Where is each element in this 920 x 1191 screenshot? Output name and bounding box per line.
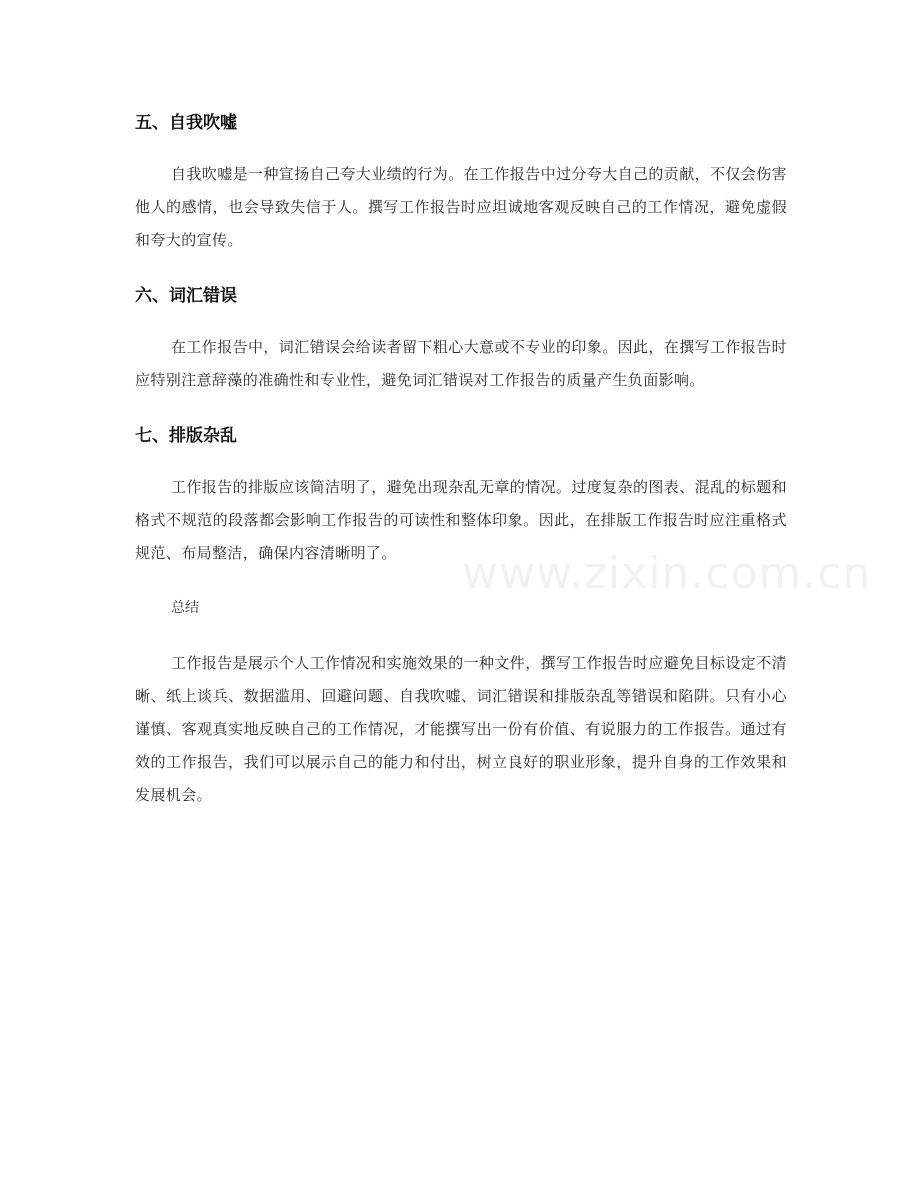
document-content (135, 106, 787, 834)
section-paragraph: 自我吹嘘是一种宣扬自己夸大业绩的行为。在工作报告中过分夸大自己的贡献，不仅会伤害他人的感情，也会导致失信于人。撰写工作报告时应坦诚地客观反映自己的工作情况，避免虚假和夸大的宣传。 (135, 165, 788, 249)
section-paragraph: 工作报告的排版应该简洁明了，避免出现杂乱无章的情况。过度复杂的图表、混乱的标题和格式不规范的段落都会影响工作报告的可读性和整体印象。因此，在排版工作报告时应注重格式规范、布局整洁，确保内容清晰明了。 (135, 478, 788, 562)
watermark: www.zixin.com.cn (462, 548, 872, 599)
section-heading: 六、词汇错误 (135, 286, 237, 306)
section-heading: 五、自我吹嘘 (135, 113, 237, 133)
section-vocabulary-errors (135, 279, 787, 397)
section-heading: 七、排版杂乱 (135, 426, 237, 446)
section-self-boasting (135, 106, 787, 257)
summary-title: 总结 (171, 600, 199, 616)
summary-paragraph: 工作报告是展示个人工作情况和实施效果的一种文件，撰写工作报告时应避免目标设定不清晰、纸上谈兵、数据滥用、回避问题、自我吹嘘、词汇错误和排版杂乱等错误和陷阱。只有小心谨慎、客观真实地反映自己的工作情况，才能撰写出一份有价值、有说服力的工作报告。通过有效的工作报告，我们可以展示自己的能力和付出，树立良好的职业形象，提升自身的工作效果和发展机会。 (135, 654, 788, 804)
summary-section (135, 592, 787, 812)
section-paragraph: 在工作报告中，词汇错误会给读者留下粗心大意或不专业的印象。因此，在撰写工作报告时应特别注意辞藻的准确性和专业性，避免词汇错误对工作报告的质量产生负面影响。 (135, 338, 788, 389)
